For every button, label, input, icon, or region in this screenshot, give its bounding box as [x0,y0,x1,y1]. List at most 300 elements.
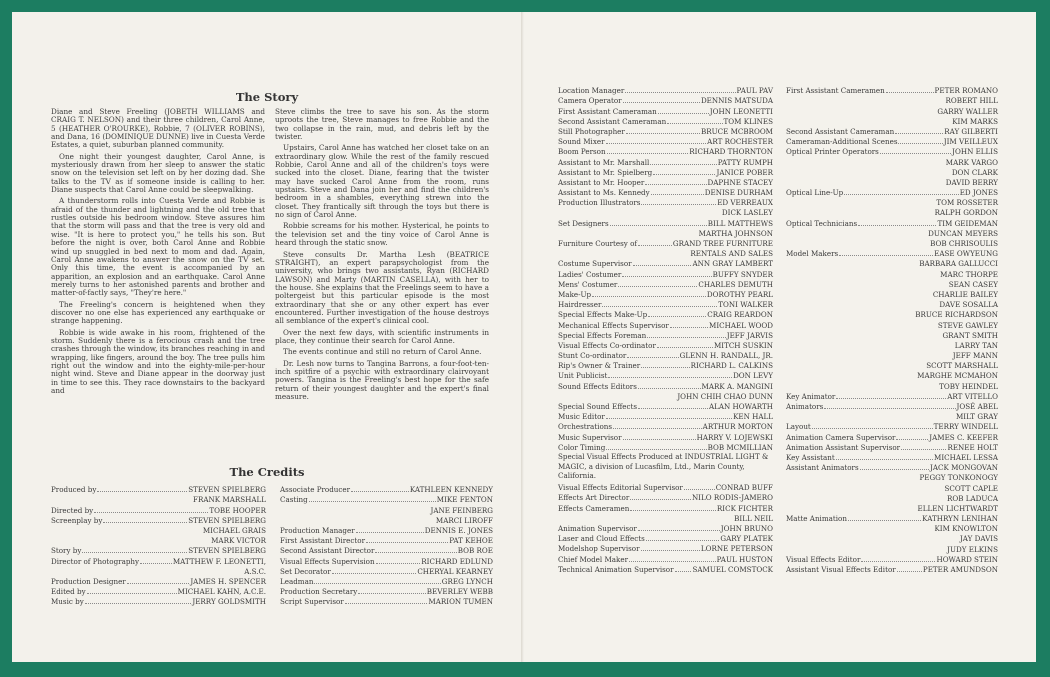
credit-name: BILL NEIL [734,513,773,523]
credit-role: Mens' Costumer [558,279,618,289]
credit-role: Still Photographer [558,126,625,136]
credit-row [558,370,773,380]
credit-row [786,442,998,452]
story-paragraph: Dr. Lesh now turns to Tangina Barrons, a four-foot-ten-inch spitfire of a psychic with extraordinary clairvoyant powers. Tangina is the Freeling's best hope for the safe return of their youngest daughter and the expert's final measure. [275,358,489,401]
credit-role: Mechanical Effects Supervisor [558,320,669,330]
leader-dots [618,286,697,287]
right-credits-column-1 [558,85,773,574]
credit-name: KATHRYN LENIHAN [922,514,998,524]
credit-role: Special Effects Make-Up [558,310,648,320]
leader-dots [675,571,692,572]
credit-name: JOHN BRUNO [720,523,773,533]
credit-row [280,566,493,576]
leader-dots [622,276,711,277]
credit-row [280,576,493,586]
credit-role: Assistant to Mr. Hooper [558,177,645,187]
right-credits-column-2 [786,85,998,574]
credit-name: DAPHNE STACEY [707,177,773,187]
credit-name: JACK MONGOVAN [929,463,998,473]
credit-name: CHERYAL KEARNEY [417,566,493,576]
credit-name: JANICE POBER [716,167,773,177]
credit-name: TOBE HOOPER [209,505,266,515]
credit-name: ANN GRAY LAMBERT [692,259,773,269]
credit-row [786,309,998,319]
leader-dots [901,449,946,450]
credit-name: JIM VEILLEUX [943,137,998,147]
leader-dots [886,92,934,93]
leader-dots [314,583,440,584]
credit-name: JANE FEINBERG [430,505,493,515]
credit-role: Rip's Owner & Trainer [558,361,641,371]
credit-row [786,105,998,115]
credit-name: BOB CHRISOULIS [930,239,998,248]
leader-dots [87,593,177,594]
credit-name: PETER AMUNDSON [922,565,998,574]
credit-name: MITCH SUSKIN [713,340,773,350]
credit-row [558,279,773,289]
credit-name: PEGGY TONKONOGY [919,473,998,483]
leader-dots [658,113,709,114]
credit-name: LORNE PETERSON [700,544,773,554]
credit-name: SCOTT CAPLE [944,483,998,493]
credit-role: Visual Effects Co-ordinator [558,340,656,350]
credit-name: MARC THORPE [940,269,998,279]
story-paragraph: Diane and Steve Freeling (JOBETH WILLIAMS and CRAIG T. NELSON) and their three children, Carol Anne, 5 (HEATHER O'ROURKE), Robbie, 7 (OLIVER ROBINS), and Dana, 16 (DOMINIQUE DUNNE) live in Cuesta Verde Estates, a quiet, suburban planned community. [51,108,265,150]
story-paragraph: Steve consults Dr. Martha Lesh (BEATRICE STRAIGHT), an expert parapsychologist from the university, who brings two assistants, Ryan (RICHARD LAWSON) and Marty (MARTIN CASELLA), with her to the house. She explains that the Freelings seem to have a poltergeist but this particular episode is the most extraordinary that she or any other expert has ever encountered. Further investigation of the house destroys all semblance of the expert's clinical cool. [275,249,489,326]
credit-name: ALAN HOWARTH [708,402,773,411]
credit-role: Assistant to Ms. Kennedy [558,188,650,198]
credit-row [786,197,998,207]
credit-row [280,525,493,535]
credit-name: BOB ROE [457,546,493,556]
credit-role: Production Designer [51,576,126,586]
credit-role: Assistant to Mr. Spielberg [558,167,653,177]
credit-row [786,319,998,329]
credit-role: Optical Printer Operators [786,147,879,157]
leader-dots [623,102,700,103]
credit-row [558,85,773,95]
leader-dots [309,501,436,502]
credit-role: Screenplay by [51,515,103,525]
credit-row [558,553,773,563]
credit-row [786,401,998,411]
credit-name: CRAIG REARDON [707,310,773,320]
leader-dots [82,552,187,553]
credit-name: DOROTHY PEARL [706,289,773,299]
leader-dots [607,153,689,154]
credit-role: Director of Photography [51,556,140,566]
story-paragraph: One night their youngest daughter, Carol Anne, is mysteriously drawn from her sleep to answer the static snow on the television set left on by her dozing dad. She talks to the TV as if someone inside is calling to her. Diane suspects that Carol Anne could be sleepwalking. [51,151,265,195]
leader-dots [844,194,958,195]
credit-role: Technical Animation Supervisor [558,564,674,574]
leader-dots [670,327,708,328]
leader-dots [358,593,425,594]
credit-name: JOHN ELLIS [952,147,998,157]
credit-role: Set Decorator [280,566,331,576]
credit-name: TONI WALKER [718,300,773,310]
credit-role: Camera Operator [558,96,622,106]
credit-role: Set Designers [558,218,609,228]
credit-role: Sound Mixer [558,137,605,147]
credit-row [786,380,998,390]
credit-name: CONRAD BUFF [715,483,773,493]
leader-dots [836,398,946,399]
credit-row [786,330,998,340]
credit-row [786,523,998,533]
credit-row [280,545,493,555]
credit-row [558,442,773,452]
ilm-credit-paragraph: Special Visual Effects Produced at INDUSTRIAL LIGHT & MAGIC, a division of Lucasfilm, Ltd., Marin County, California. [558,452,769,481]
credit-row [786,472,998,482]
credit-role: Assistant Visual Effects Editor [786,565,896,574]
credit-name: FRANK MARSHALL [193,495,266,505]
credit-name: ROB LADUCA [946,493,998,503]
credit-row [51,555,266,565]
credit-row [558,248,773,258]
credit-name: RICK FICHTER [716,503,773,513]
credit-name: STEVEN SPIELBERG [188,485,266,495]
credit-row [558,95,773,105]
story-paragraph: The Freeling's concern is heightened when they discover no one else has experienced any earthquake or strange happening. [51,299,265,326]
left-page [12,12,522,662]
credit-role: Hairdresser [558,300,602,310]
leader-dots [606,449,706,450]
credit-name: EASE OWYEUNG [934,249,998,259]
credit-row [558,146,773,156]
credit-name: GARY PLATEK [720,534,773,544]
credit-row [786,207,998,217]
credit-role: Modelshop Supervisor [558,544,640,554]
credit-role: Key Assistant [786,452,835,462]
credit-row [558,502,773,512]
credit-name: MIKE FENTON [436,495,493,505]
story-paragraph: Robbie screams for his mother. Hysterical, he points to the television set and the tiny voice of Carol Anne is heard through the static snow. [275,221,489,248]
leader-dots [645,184,706,185]
credit-name: GLENN H. RANDALL, JR. [679,351,773,361]
credit-row [558,482,773,492]
credit-name: GREG LYNCH [441,576,493,586]
credit-row [558,421,773,431]
credit-role: Visual Effects Supervision [280,556,375,566]
credit-row [558,330,773,340]
leader-dots [641,550,700,551]
credit-name: DAVID BERRY [945,177,998,187]
credit-row [558,411,773,421]
credit-name: STEVEN SPIELBERG [188,515,266,525]
leader-dots [638,530,720,531]
leader-dots [848,520,921,521]
credit-row [786,238,998,248]
credit-name: JOHN LEONETTI [709,106,773,116]
credit-name: STEVE GAWLEY [937,320,998,330]
credit-name: TIM GEIDEMAN [937,218,998,228]
credit-row [786,360,998,370]
credit-name: DENISE DURHAM [704,188,773,198]
credit-role: Boom Person [558,147,606,157]
credit-row [558,564,773,574]
leader-dots [630,510,716,511]
credit-name: GRANT SMITH [942,330,998,340]
credit-name: BRUCE RICHARDSON [915,310,998,320]
story-paragraph: Over the next few days, with scientific instruments in place, they continue their search for Carol Anne. [275,327,489,345]
credit-name: GRAND TREE FURNITURE [672,239,773,248]
credit-name: RENTALS AND SALES [690,249,773,259]
credit-row [786,136,998,146]
credit-row [786,95,998,105]
credit-row [558,177,773,187]
credit-name: MICHAEL WOOD [709,320,773,330]
story-column-2 [275,108,489,438]
credit-role: Assistant Animators [786,463,859,473]
credit-role: First Assistant Director [280,536,365,546]
credit-name: ART VITELLO [947,391,998,401]
credit-row [558,258,773,268]
credit-name: JAMES C. KEEFER [929,432,998,442]
leader-dots [623,439,696,440]
leader-dots [657,347,713,348]
credit-role: Production Secretary [280,587,358,597]
credit-name: MICHAEL GRAIS [202,525,266,535]
credit-role: Effects Cameramen [558,503,630,513]
leader-dots [351,491,409,492]
leader-dots [97,491,187,492]
credit-row [786,258,998,268]
credit-role: Music Supervisor [558,432,622,442]
credit-row [786,146,998,156]
leader-dots [858,225,936,226]
credit-role: Unit Publicist [558,371,608,381]
credit-name: KIM KNOWLTON [934,524,998,534]
leader-dots [638,408,708,409]
credit-row [786,268,998,278]
credit-row [786,482,998,492]
credit-row [280,494,493,504]
leader-dots [653,174,715,175]
credit-role: Stunt Co-ordinator [558,351,627,361]
leader-dots [651,194,704,195]
credit-name: MARK VICTOR [211,536,266,546]
credit-name: MARTHA JOHNSON [698,228,773,238]
leader-dots [880,153,951,154]
leader-dots [592,296,706,297]
credit-name: LARRY TAN [954,340,998,350]
credit-row [786,391,998,401]
leader-dots [376,563,421,564]
credit-row [558,492,773,502]
credit-row [786,340,998,350]
credit-name: PAUL HUSTON [716,554,773,564]
credit-row [558,156,773,166]
leader-dots [896,439,928,440]
credit-row [280,596,493,606]
leader-dots [839,255,933,256]
credit-row [558,380,773,390]
credit-name: RICHARD THORNTON [689,147,773,157]
credit-role: Matte Animation [786,514,847,524]
credit-name: PAT KEHOE [449,536,493,546]
credit-row [280,504,493,514]
credit-name: JAMES H. SPENCER [190,576,266,586]
credit-name: TOBY HEINDEL [939,381,998,391]
credit-row [51,525,266,535]
credit-name: JOHN CHIH CHAO DUNN [677,391,773,401]
leader-dots [860,469,929,470]
leader-dots [647,337,726,338]
credit-row [786,299,998,309]
leader-dots [824,408,955,409]
credit-name: DENNIS E. JONES [424,525,493,535]
leader-dots [667,123,722,124]
credit-name: JERRY GOLDSMITH [192,597,266,607]
credit-name: ELLEN LICHTWARDT [917,503,998,513]
credit-name: CHARLIE BAILEY [932,289,998,299]
credit-row [786,431,998,441]
credit-role: Production Manager [280,525,355,535]
credit-row [786,462,998,472]
credit-role: Ladies' Costumer [558,269,622,279]
credit-role: Key Animator [786,391,836,401]
leader-dots [332,573,417,574]
credit-name: DENNIS MATSUDA [700,96,773,106]
credit-name: TOM ROSSETER [936,198,998,208]
credit-row [558,340,773,350]
credit-name: MILT GRAY [956,412,998,422]
credit-row [51,504,266,514]
credit-name: NILO RODIS-JAMERO [691,493,773,503]
credit-name: JEFF MANN [952,351,998,361]
credit-row [558,391,773,401]
credit-name: A.S.C. [244,566,266,576]
credit-row [558,309,773,319]
credit-name: MARK A. MANGINI [701,381,773,391]
credit-name: RALPH GORDON [934,208,998,218]
leader-dots [366,542,448,543]
credit-name: ED JONES [959,188,998,198]
credit-row [786,187,998,197]
leader-dots [626,133,700,134]
leader-dots [895,133,943,134]
credit-name: KEN HALL [733,412,773,422]
credit-row [558,187,773,197]
credit-name: TERRY WINDELL [933,422,998,432]
credit-role: Effects Art Director [558,493,630,503]
credit-role: Special Effects Foreman [558,330,647,340]
credit-row [786,554,998,564]
credit-row [786,452,998,462]
leader-dots [613,428,702,429]
leader-dots [85,603,192,604]
leader-dots [630,499,691,500]
leader-dots [127,583,190,584]
credit-row [280,515,493,525]
credit-role: Music Editor [558,412,605,422]
credit-row [51,576,266,586]
credit-name: MATTHEW F. LEONETTI, [172,556,266,566]
story-paragraph: Upstairs, Carol Anne has watched her closet take on an extraordinary glow. While the rest of the family rescued Robbie, Carol Anne and all of the children's toys were sucked into the closet. Diane, fearing that the twister may have sucked Carol Anne from the room, runs upstairs. Steve and Dana join her and find the children's bedroom in a shambles, everything strewn into the closet. They frantically sift through the toys but there is no sign of Carol Anne. [275,143,489,220]
leader-dots [646,540,720,541]
credit-row [786,116,998,126]
credit-role: Produced by [51,485,97,495]
story-heading: The Story [235,90,299,104]
credit-name: KIM MARKS [952,116,998,126]
leader-dots [140,563,172,564]
credit-role: Story by [51,546,82,556]
leader-dots [103,522,187,523]
credit-row [280,586,493,596]
credit-role: Optical Technicians [786,218,858,228]
leader-dots [836,459,933,460]
credit-row [558,523,773,533]
credit-row [51,586,266,596]
leader-dots [606,143,707,144]
credit-row [786,156,998,166]
credit-name: JAY DAVIS [959,534,998,544]
credit-role: Orchestrations [558,422,613,432]
credit-row [558,167,773,177]
leader-dots [641,367,689,368]
credit-row [786,248,998,258]
credit-name: HARRY V. LOJEWSKI [696,432,773,442]
credit-row [558,238,773,248]
leader-dots [606,418,732,419]
credit-name: KATHLEEN KENNEDY [409,485,493,495]
leader-dots [812,428,933,429]
credit-row [558,350,773,360]
credit-row [280,484,493,494]
credit-name: MARCI LIROFF [435,515,493,525]
credit-row [786,503,998,513]
leader-dots [897,571,922,572]
credit-name: PAUL PAV [736,86,773,96]
credit-name: DICK LASLEY [721,208,773,218]
credit-role: Production Illustrators [558,198,641,208]
credit-name: SAMUEL COMSTOCK [692,564,773,574]
credit-name: BOB MCMILLIAN [707,442,773,452]
credit-name: PATTY RUMPH [717,157,773,167]
credit-row [786,370,998,380]
credit-name: BEVERLEY WEBB [426,587,493,597]
credit-name: RENEE HOLT [947,442,998,452]
credit-role: Edited by [51,587,86,597]
leader-dots [641,204,716,205]
credit-role: Script Supervisor [280,597,344,607]
credit-row [558,360,773,370]
credit-row [558,543,773,553]
credit-role: Visual Effects Editorial Supervisor [558,483,683,493]
credit-role: Location Manager [558,86,625,96]
credit-name: ART ROCHESTER [707,137,773,147]
leader-dots [898,143,942,144]
credit-row [786,167,998,177]
credit-row [558,513,773,523]
leader-dots [610,225,707,226]
leader-dots [625,92,735,93]
credit-row [786,493,998,503]
credit-row [786,126,998,136]
credit-row [786,513,998,523]
credit-row [51,596,266,606]
credit-row [280,555,493,565]
credit-row [786,289,998,299]
credit-role: Animation Camera Supervisor [786,432,896,442]
credit-row [786,217,998,227]
credit-role: Costume Supervisor [558,259,632,269]
credit-role: Casting [280,495,308,505]
credit-row [786,228,998,238]
credit-row [558,299,773,309]
credit-row [786,177,998,187]
credit-role: First Assistant Cameraman [558,106,657,116]
